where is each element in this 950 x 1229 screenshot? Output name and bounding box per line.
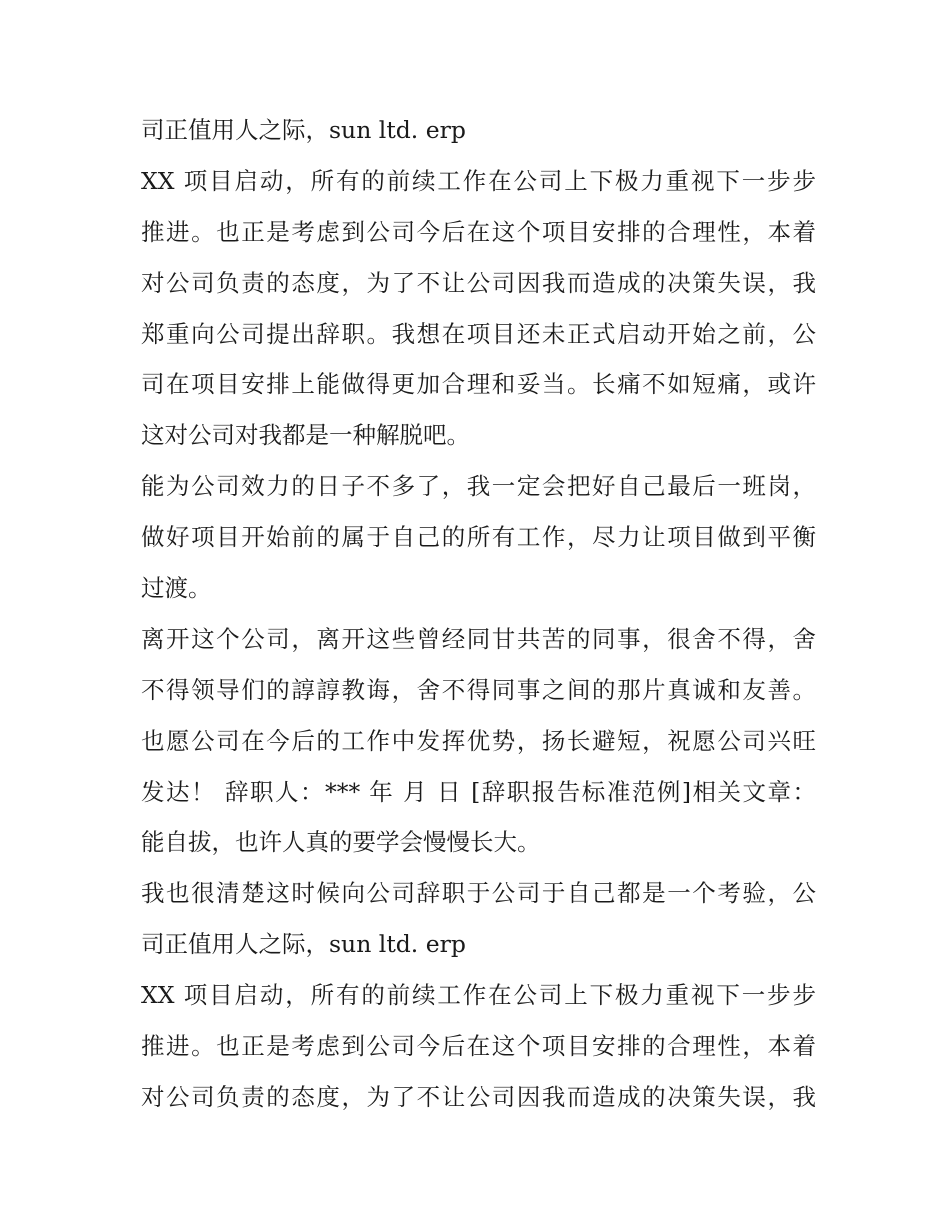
text-line: 能自拔，也许人真的要学会慢慢长大。 bbox=[141, 828, 541, 857]
text-line: 不得领导们的諄諄教诲，舍不得同事之间的那片真诚和友善。 bbox=[141, 675, 816, 704]
text-line: 离开这个公司，离开这些曾经同甘共苦的同事，很舍不得，舍 bbox=[141, 624, 816, 653]
text-line: 司在项目安排上能做得更加合理和妥当。长痛不如短痛，或许 bbox=[141, 370, 816, 399]
text-line: 这对公司对我都是一种解脱吧。 bbox=[141, 421, 470, 450]
text-line: 过渡。 bbox=[141, 574, 212, 603]
text-line: 能为公司效力的日子不多了，我一定会把好自己最后一班岗， bbox=[141, 472, 816, 501]
text-line: XX 项目启动，所有的前续工作在公司上下极力重视下一步步 bbox=[141, 981, 816, 1010]
text-line: 推进。也正是考虑到公司今后在这个项目安排的合理性，本着 bbox=[141, 217, 816, 246]
text-line: 对公司负责的态度，为了不让公司因我而造成的决策失误，我 bbox=[141, 268, 816, 297]
text-line: 推进。也正是考虑到公司今后在这个项目安排的合理性，本着 bbox=[141, 1032, 816, 1061]
text-line: 我也很清楚这时候向公司辞职于公司于自己都是一个考验，公 bbox=[141, 879, 816, 908]
text-line: 司正值用人之际，sun ltd. erp bbox=[141, 116, 466, 144]
text-line: 对公司负责的态度，为了不让公司因我而造成的决策失误，我 bbox=[141, 1082, 816, 1111]
text-line: 也愿公司在今后的工作中发挥优势，扬长避短，祝愿公司兴旺 bbox=[141, 726, 816, 755]
text-line: 做好项目开始前的属于自己的所有工作，尽力让项目做到平衡 bbox=[141, 523, 816, 552]
text-line: 发达！ 辞职人：*** 年 月 日 [辞职报告标准范例]相关文章： bbox=[141, 777, 816, 806]
text-line: 司正值用人之际，sun ltd. erp bbox=[141, 930, 466, 959]
document-body bbox=[141, 105, 816, 1123]
text-line: 郑重向公司提出辞职。我想在项目还未正式启动开始之前，公 bbox=[141, 319, 816, 348]
text-line: XX 项目启动，所有的前续工作在公司上下极力重视下一步步 bbox=[141, 166, 816, 195]
